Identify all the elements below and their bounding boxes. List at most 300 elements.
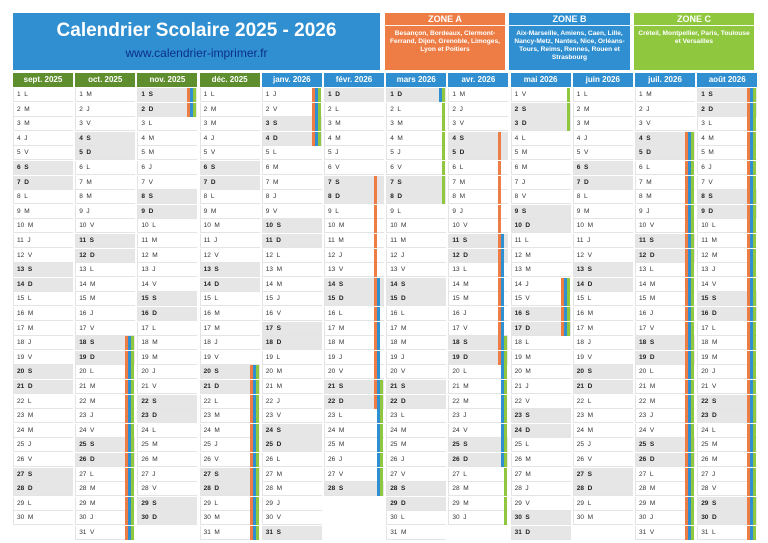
day-cell [324,278,384,292]
day-label: 7 S [328,178,340,186]
day-cell [511,380,571,394]
day-cell [262,234,322,248]
holiday-zone-c-marker [691,219,694,233]
day-cell [573,132,633,146]
day-label: 2 S [514,105,527,113]
holiday-zone-c-marker [504,365,507,379]
day-cell [200,322,260,336]
day-cell [635,263,695,277]
holiday-zone-c-marker [753,161,756,175]
day-label: 23 D [701,412,717,420]
day-label: 30 V [265,514,281,522]
day-cell [511,132,571,146]
day-label: 6 L [79,164,91,171]
day-label: 26 V [17,456,33,463]
day-cell [324,336,384,350]
day-label: 15 L [576,295,592,303]
day-label: 9 D [141,207,154,215]
day-label: 24 D [514,426,531,434]
day-label: 16 V [265,310,281,317]
day-cell [386,526,446,540]
day-cell [697,263,757,277]
holiday-zone-c-marker [753,292,756,306]
holiday-zone-a-marker [374,219,377,233]
day-label: 27 V [328,470,344,478]
day-label: 6 V [390,164,402,171]
day-label: 4 J [576,134,588,142]
holiday-zone-c-marker [567,117,570,131]
day-cell [75,190,135,204]
day-label: 7 M [79,178,92,186]
day-label: 27 S [17,470,33,478]
day-cell [324,380,384,394]
day-cell [13,190,73,204]
day-cell [448,161,508,175]
day-label: 15 J [265,295,280,303]
holiday-zone-a-marker [498,190,501,204]
day-label: 1 L [17,91,28,98]
day-cell [200,336,260,350]
holiday-zone-a-marker [374,249,377,263]
day-label: 30 M [203,514,220,522]
day-label: 27 M [265,470,283,478]
day-label: 31 V [79,529,95,536]
day-label: 22 S [701,397,717,405]
day-label: 31 D [514,529,531,536]
day-cell [697,482,757,496]
day-label: 18 S [452,339,468,347]
day-label: 13 M [514,266,531,274]
day-cell [13,322,73,336]
day-cell [448,438,508,452]
day-cell [13,292,73,306]
holiday-zone-c-marker [691,497,694,511]
day-label: 3 M [17,120,30,128]
day-cell [511,526,571,540]
holiday-zone-c-marker [131,409,134,423]
day-label: 3 V [452,120,464,128]
day-label: 9 V [265,207,278,215]
day-label: 9 D [701,207,714,215]
holiday-zone-c-marker [691,453,694,467]
day-label: 23 L [390,412,405,420]
day-cell [200,292,260,306]
day-label: 18 D [265,339,282,347]
holiday-zone-c-marker [691,409,694,423]
day-label: 5 M [141,149,155,157]
day-label: 14 S [328,280,344,288]
day-label: 22 D [328,397,344,405]
website-url[interactable]: www.calendrier-imprimer.fr [125,46,268,60]
day-cell [573,176,633,190]
day-label: 29 J [265,499,280,507]
day-label: 11 M [141,237,158,244]
day-label: 14 D [576,280,593,288]
day-label: 12 D [79,251,95,259]
day-label: 14 M [639,280,656,288]
day-cell [13,88,73,102]
day-cell [573,322,633,336]
day-cell [386,190,446,204]
day-cell [75,395,135,409]
day-label: 10 V [639,222,655,230]
day-label: 8 L [17,193,28,201]
day-cell [386,205,446,219]
day-label: 10 M [328,222,345,230]
day-cell [200,161,260,175]
day-cell [75,497,135,511]
day-label: 20 L [452,368,467,376]
day-label: 19 D [639,353,655,361]
holiday-zone-c-marker [131,380,134,394]
day-label: 8 M [639,193,652,201]
day-label: 30 D [141,514,157,522]
day-cell [262,278,322,292]
day-cell [511,482,571,496]
day-cell [324,409,384,423]
day-label: 25 D [265,441,282,449]
day-label: 14 V [141,280,157,288]
day-label: 8 D [390,193,403,201]
holiday-zone-c-marker [256,497,259,511]
day-cell [448,424,508,438]
day-cell [137,482,197,496]
holiday-zone-c-marker [753,336,756,350]
day-label: 1 L [576,91,588,98]
day-label: 6 L [639,164,650,171]
day-cell [635,438,695,452]
holiday-zone-c-marker [504,453,507,467]
day-label: 29 L [203,499,219,507]
day-label: 11 J [576,237,591,244]
day-label: 9 M [203,207,217,215]
day-cell [200,438,260,452]
day-label: 22 M [452,397,469,405]
day-cell [137,234,197,248]
day-label: 24 M [328,426,345,434]
day-cell [137,278,197,292]
day-label: 11 M [328,237,344,244]
day-label: 17 L [141,324,156,332]
day-label: 24 M [576,426,594,434]
month-header: sept. 2025 [13,73,73,87]
holiday-zone-c-marker [753,219,756,233]
day-cell [324,176,384,190]
holiday-zone-c-marker [131,424,134,438]
day-label: 21 D [17,383,33,390]
day-cell [262,453,322,467]
holiday-zone-c-marker [256,409,259,423]
holiday-zone-c-marker [753,511,756,525]
holiday-zone-c-marker [753,497,756,511]
day-label: 20 S [203,368,219,376]
day-cell [262,395,322,409]
day-cell [137,117,197,131]
day-cell [137,88,197,102]
day-label: 6 J [701,164,712,171]
day-cell [635,453,695,467]
day-label: 4 S [639,134,651,142]
day-label: 8 S [141,193,153,201]
holiday-zone-c-marker [567,307,570,321]
holiday-zone-c-marker [256,511,259,525]
day-cell [137,307,197,321]
day-label: 2 D [141,105,154,113]
day-label: 31 V [639,529,655,536]
day-label: 23 D [141,412,157,420]
day-cell [75,424,135,438]
day-label: 12 D [639,251,655,259]
day-label: 31 M [390,529,407,536]
day-cell [511,176,571,190]
holiday-zone-c-marker [753,278,756,292]
holiday-zone-a-marker [374,190,377,204]
holiday-zone-c-marker [131,468,134,482]
day-label: 10 M [390,222,407,230]
day-cell [635,292,695,306]
holiday-zone-c-marker [691,234,694,248]
day-label: 17 M [390,324,407,332]
month-column [573,73,633,523]
holiday-zone-a-marker [498,205,501,219]
day-label: 14 M [79,280,96,288]
day-cell [635,117,695,131]
day-label: 26 M [701,456,718,463]
day-cell [635,176,695,190]
day-cell [137,103,197,117]
day-cell [697,307,757,321]
day-cell [324,249,384,263]
day-cell [386,482,446,496]
month-column [386,73,446,536]
day-label: 12 V [17,251,33,259]
day-label: 25 S [639,441,655,449]
zone-b-legend [509,13,630,70]
day-label: 19 M [141,353,158,361]
day-cell [386,132,446,146]
day-cell [137,438,197,452]
day-cell [13,161,73,175]
day-label: 22 L [203,397,219,405]
day-label: 8 L [576,193,588,201]
day-label: 16 J [452,310,467,317]
month-column [448,73,508,523]
holiday-zone-c-marker [691,176,694,190]
day-label: 10 S [265,222,281,230]
day-cell [324,234,384,248]
day-label: 3 M [576,120,590,128]
day-label: 6 S [17,164,29,171]
holiday-zone-c-marker [442,132,445,146]
zone-b-title: ZONE B [509,13,630,26]
day-label: 20 V [328,368,344,376]
day-label: 9 M [576,207,590,215]
day-cell [137,380,197,394]
day-label: 2 M [17,105,30,113]
zone-c-cities: Créteil, Montpellier, Paris, Toulouse et Versailles [638,30,750,45]
day-label: 18 J [576,339,591,347]
holiday-zone-c-marker [442,103,445,117]
day-label: 22 L [576,397,592,405]
day-cell [75,511,135,525]
holiday-zone-c-marker [131,395,134,409]
day-label: 12 V [203,251,219,259]
day-cell [511,190,571,204]
day-cell [137,263,197,277]
day-cell [697,278,757,292]
day-label: 4 J [17,134,28,142]
day-cell [262,249,322,263]
day-cell [448,482,508,496]
day-cell [511,103,571,117]
day-cell [697,161,757,175]
day-cell [324,365,384,379]
day-label: 17 V [639,324,655,332]
month-header: mai 2026 [511,73,571,87]
day-cell [262,176,322,190]
day-label: 26 M [514,456,531,463]
day-cell [324,395,384,409]
day-cell [137,497,197,511]
day-label: 7 J [514,178,526,186]
day-cell [75,453,135,467]
day-label: 11 S [452,237,468,244]
day-cell [635,249,695,263]
day-cell [200,234,260,248]
day-label: 27 S [576,470,592,478]
month-column [200,73,260,536]
day-cell [697,117,757,131]
day-cell [137,395,197,409]
day-label: 5 L [265,149,277,157]
day-cell [511,263,571,277]
day-label: 8 S [701,193,713,201]
day-cell [573,146,633,160]
holiday-zone-c-marker [131,497,134,511]
day-cell [573,292,633,306]
day-label: 22 M [79,397,96,405]
day-label: 26 J [328,456,343,463]
day-cell [573,219,633,233]
holiday-zone-c-marker [256,365,259,379]
day-cell [635,336,695,350]
day-label: 30 M [576,514,594,522]
day-cell [324,322,384,336]
day-cell [13,219,73,233]
day-cell [262,482,322,496]
day-label: 20 L [639,368,654,376]
day-cell [697,438,757,452]
day-cell [13,424,73,438]
holiday-zone-c-marker [380,468,383,482]
month-header: janv. 2026 [262,73,322,87]
day-label: 12 J [328,251,343,259]
day-cell [137,219,197,233]
month-header: févr. 2026 [324,73,384,87]
day-label: 27 V [390,470,406,478]
holiday-zone-c-marker [753,453,756,467]
day-cell [511,161,571,175]
holiday-zone-c-marker [504,497,507,511]
holiday-zone-c-marker [567,278,570,292]
day-label: 23 V [265,412,281,420]
day-cell [262,526,322,540]
day-cell [448,263,508,277]
holiday-zone-c-marker [504,380,507,394]
zone-c-legend [634,13,754,70]
holiday-zone-c-marker [691,395,694,409]
holiday-zone-a-marker [498,132,501,146]
holiday-zone-c-marker [691,351,694,365]
day-label: 29 L [17,499,32,507]
month-header: oct. 2025 [75,73,135,87]
day-cell [635,307,695,321]
holiday-zone-c-marker [442,176,445,190]
day-label: 10 M [203,222,220,230]
day-label: 15 L [203,295,219,303]
day-label: 22 L [17,397,32,405]
day-label: 12 L [265,251,281,259]
day-cell [448,103,508,117]
month-column [13,73,73,523]
day-label: 27 J [701,470,716,478]
day-cell [448,205,508,219]
holiday-zone-c-marker [193,88,196,102]
day-label: 29 M [639,499,656,507]
day-label: 15 V [514,295,530,303]
day-cell [137,453,197,467]
day-cell [200,351,260,365]
day-label: 4 M [390,134,403,142]
day-label: 4 M [328,134,341,142]
day-label: 24 S [265,426,281,434]
day-label: 25 M [701,441,718,449]
holiday-zone-c-marker [753,380,756,394]
holiday-zone-c-marker [380,395,383,409]
holiday-zone-c-marker [504,438,507,452]
day-label: 3 V [79,120,91,128]
day-cell [75,263,135,277]
day-label: 16 D [141,310,157,317]
day-cell [200,190,260,204]
day-cell [200,453,260,467]
day-cell [448,380,508,394]
holiday-zone-c-marker [442,117,445,131]
day-label: 20 S [576,368,592,376]
day-cell [200,395,260,409]
day-cell [573,117,633,131]
day-label: 5 J [328,149,339,157]
day-label: 30 J [452,514,467,522]
day-cell [324,438,384,452]
holiday-zone-c-marker [131,365,134,379]
day-label: 1 D [390,91,403,98]
day-cell [13,103,73,117]
day-label: 19 M [514,353,531,361]
day-label: 12 V [576,251,592,259]
holiday-zone-c-marker [131,511,134,525]
holiday-zone-c-marker [753,307,756,321]
day-label: 24 M [390,426,407,434]
day-cell [13,249,73,263]
day-label: 18 L [514,339,530,347]
day-label: 25 J [203,441,218,449]
day-label: 4 L [514,134,526,142]
day-label: 21 M [265,383,283,390]
day-cell [137,132,197,146]
day-cell [386,351,446,365]
day-cell [262,351,322,365]
